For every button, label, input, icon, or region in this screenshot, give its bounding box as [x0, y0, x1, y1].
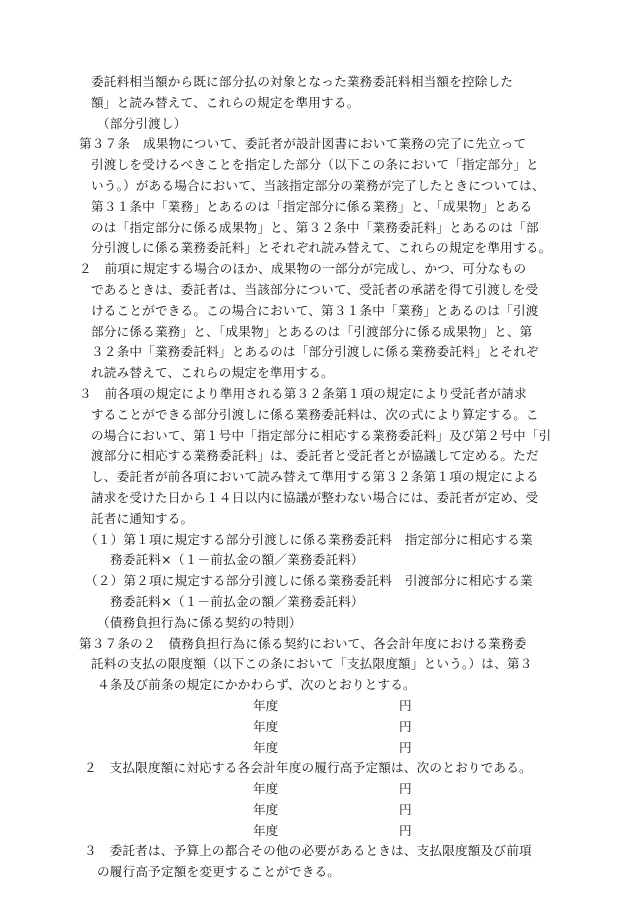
text-line: のは「指定部分に係る成果物」と、第３２条中「業務委託料」とあるのは「部: [91, 219, 539, 235]
paragraph-3: [0, 841, 630, 883]
text-line: 渡部分に相応する業務委託料」は、委託者と受託者とが協議して定める。ただ: [91, 448, 539, 464]
fiscal-year-label: 年度: [253, 801, 279, 817]
text-line: 委託料相当額から既に部分払の対象となった業務委託料相当額を控除した: [91, 74, 514, 89]
text-line: することができる部分引渡しに係る業務委託料は、次の式により算定する。こ: [91, 406, 539, 422]
scheduled-amount-table: [0, 779, 630, 841]
table-row: [0, 696, 630, 717]
text-line: ３２条中「業務委託料」とあるのは「部分引渡しに係る業務委託料」とそれぞ: [91, 344, 539, 360]
yen-label: 円: [399, 697, 412, 713]
text-line: し、委託者が前各項において読み替えて準用する第３２条第１項の規定による: [91, 469, 539, 485]
text-line: （部分引渡し）: [97, 115, 187, 131]
fiscal-year-label: 年度: [253, 718, 279, 734]
text-line: 額」と読み替えて、これらの規定を準用する。: [91, 94, 360, 110]
table-row: [0, 717, 630, 738]
yen-label: 円: [399, 801, 412, 817]
text-line: ４条及び前条の規定にかかわらず、次のとおりとする。: [97, 677, 416, 693]
text-line: ２ 支払限度額に対応する各会計年度の履行高予定額は、次のとおりである。: [84, 760, 532, 776]
table-row: [0, 779, 630, 800]
fiscal-year-label: 年度: [253, 822, 279, 838]
fiscal-year-label: 年度: [253, 781, 279, 797]
table-row: [0, 738, 630, 759]
text-line: ３ 前各項の規定により準用される第３２条第１項の規定により受託者が請求: [79, 385, 527, 401]
text-line: 請求を受けた日から１４日以内に協議が整わない場合には、委託者が定め、受: [91, 489, 539, 505]
paragraph-2: [0, 758, 630, 779]
table-row: [0, 800, 630, 821]
text-line: 引渡しを受けるべきことを指定した部分（以下この条において「指定部分」と: [91, 157, 539, 173]
article-text: [0, 72, 630, 696]
text-line: の履行高予定額を変更することができる。: [97, 864, 341, 880]
yen-label: 円: [399, 822, 412, 838]
fiscal-year-label: 年度: [253, 697, 279, 713]
text-line: （債務負担行為に係る契約の特則）: [97, 614, 302, 630]
table-row: [0, 821, 630, 842]
text-line: であるときは、委託者は、当該部分について、受託者の承諾を得て引渡しを受: [91, 281, 539, 297]
text-line: ２ 前項に規定する場合のほか、成果物の一部分が完成し、かつ、可分なもの: [79, 261, 527, 277]
document-body: [0, 72, 630, 883]
text-line: 務委託料×（１－前払金の額／業務委託料）: [110, 593, 364, 609]
text-line: 託者に通知する。: [91, 510, 194, 526]
text-line: ３ 委託者は、予算上の都合その他の必要があるときは、支払限度額及び前項: [84, 843, 532, 859]
text-line: 第３７条 成果物について、委託者が設計図書において業務の完了に先立って: [79, 136, 527, 152]
text-line: の場合において、第１号中「指定部分に相応する業務委託料」及び第２号中「引: [91, 427, 552, 443]
text-line: けることができる。この場合において、第３１条中「業務」とあるのは「引渡: [91, 302, 539, 318]
fiscal-year-label: 年度: [253, 739, 279, 755]
text-line: （２）第２項に規定する部分引渡しに係る業務委託料 引渡部分に相応する業: [85, 573, 533, 589]
yen-label: 円: [399, 781, 412, 797]
text-line: れ読み替えて、これらの規定を準用する。: [91, 365, 334, 381]
text-line: いう。）がある場合において、当該指定部分の業務が完了したときについては、: [91, 177, 545, 193]
text-line: 部分に係る業務」と、「成果物」とあるのは「引渡部分に係る成果物」と、第: [91, 323, 533, 339]
text-line: 務委託料×（１－前払金の額／業務委託料）: [110, 552, 364, 568]
payment-limit-table: [0, 696, 630, 758]
text-line: 分引渡しに係る業務委託料」とそれぞれ読み替えて、これらの規定を準用する。: [91, 240, 552, 256]
yen-label: 円: [399, 739, 412, 755]
text-line: 第３１条中「業務」とあるのは「指定部分に係る業務」と、「成果物」とある: [91, 198, 533, 214]
text-line: 第３７条の２ 債務負担行為に係る契約において、各会計年度における業務委: [79, 635, 527, 651]
yen-label: 円: [399, 718, 412, 734]
text-line: 託料の支払の限度額（以下この条において「支払限度額」という。）は、第３: [91, 656, 533, 672]
text-line: （１）第１項に規定する部分引渡しに係る業務委託料 指定部分に相応する業: [85, 531, 533, 547]
